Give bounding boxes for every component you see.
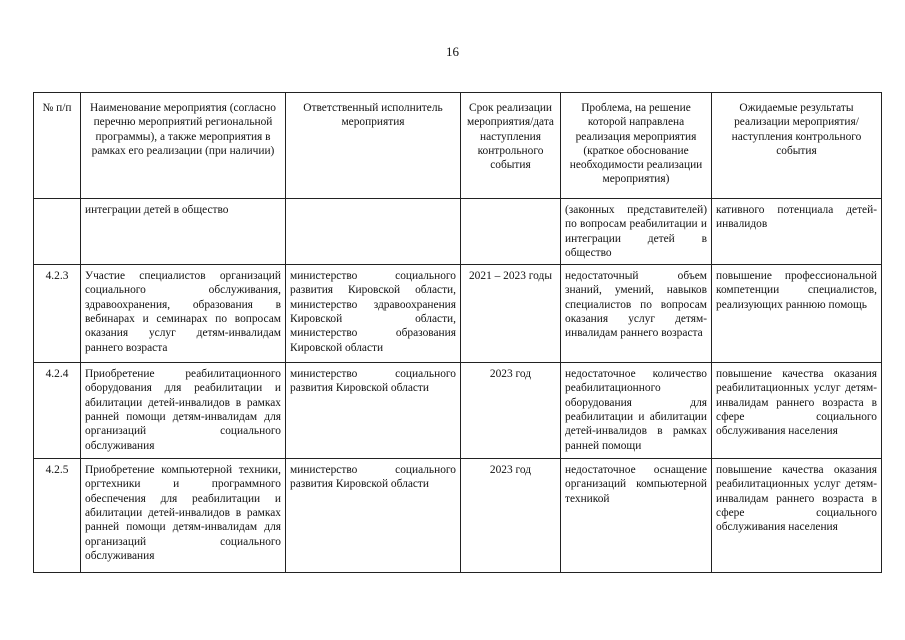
cell-term: 2023 год — [461, 363, 561, 459]
table-row-continuation — [34, 199, 882, 265]
cell-result: повышение качества оказания реабилитационных услуг детям-инвалидам раннего возраста в сфере социального обслуживания населения — [712, 363, 882, 459]
cell-name: интеграции детей в общество — [81, 199, 286, 265]
cell-executor: министерство социального развития Кировской области, министерство здравоохранения Кировской области, министерство образования Кировской области — [286, 265, 461, 363]
header-executor: Ответственный исполнитель мероприятия — [286, 93, 461, 199]
cell-result: повышение профессиональной компетенции специалистов, реализующих раннюю помощь — [712, 265, 882, 363]
table-row — [34, 459, 882, 573]
cell-num — [34, 199, 81, 265]
cell-problem: недостаточное оснащение организаций компьютерной техникой — [561, 459, 712, 573]
cell-term: 2023 год — [461, 459, 561, 573]
cell-problem: недостаточное количество реабилитационного оборудования для реабилитации и абилитации детей-инвалидов в рамках ранней помощи — [561, 363, 712, 459]
table-row — [34, 363, 882, 459]
table-row — [34, 265, 882, 363]
table-header-row — [34, 93, 882, 199]
header-name: Наименование мероприятия (согласно перечню мероприятий региональной программы), а также мероприятия в рамках его реализации (при наличии) — [81, 93, 286, 199]
cell-name: Участие специалистов организаций социального обслуживания, здравоохранения, образования в вебинарах и семинарах по вопросам оказания услуг детям-инвалидам раннего возраста — [81, 265, 286, 363]
cell-result: кативного потенциала детей-инвалидов — [712, 199, 882, 265]
cell-name: Приобретение компьютерной техники, оргтехники и программного обеспечения для реабилитации и абилитации детей-инвалидов в рамках ранней помощи детям-инвалидам для организаций социального обслуживания — [81, 459, 286, 573]
header-num: № п/п — [34, 93, 81, 199]
cell-result: повышение качества оказания реабилитационных услуг детям-инвалидам раннего возраста в сфере социального обслуживания населения — [712, 459, 882, 573]
cell-problem: (законных представителей) по вопросам реабилитации и интеграции детей в общество — [561, 199, 712, 265]
measures-table — [33, 92, 882, 573]
cell-problem: недостаточный объем знаний, умений, навыков специалистов по вопросам оказания услуг детям-инвалидам раннего возраста — [561, 265, 712, 363]
header-term: Срок реализации мероприятия/дата наступления контрольного события — [461, 93, 561, 199]
cell-num: 4.2.3 — [34, 265, 81, 363]
cell-executor: министерство социального развития Кировской области — [286, 459, 461, 573]
cell-executor: министерство социального развития Кировской области — [286, 363, 461, 459]
cell-term: 2021 – 2023 годы — [461, 265, 561, 363]
page-number: 16 — [446, 44, 459, 59]
cell-name: Приобретение реабилитационного оборудования для реабилитации и абилитации детей-инвалидов в рамках ранней помощи детям-инвалидам для организаций социального обслуживания — [81, 363, 286, 459]
cell-executor — [286, 199, 461, 265]
cell-term — [461, 199, 561, 265]
cell-num: 4.2.4 — [34, 363, 81, 459]
header-problem: Проблема, на решение которой направлена реализация мероприятия (краткое обоснование необходимости реализации мероприятия) — [561, 93, 712, 199]
cell-num: 4.2.5 — [34, 459, 81, 573]
header-result: Ожидаемые результаты реализации мероприятия/наступления контрольного события — [712, 93, 882, 199]
